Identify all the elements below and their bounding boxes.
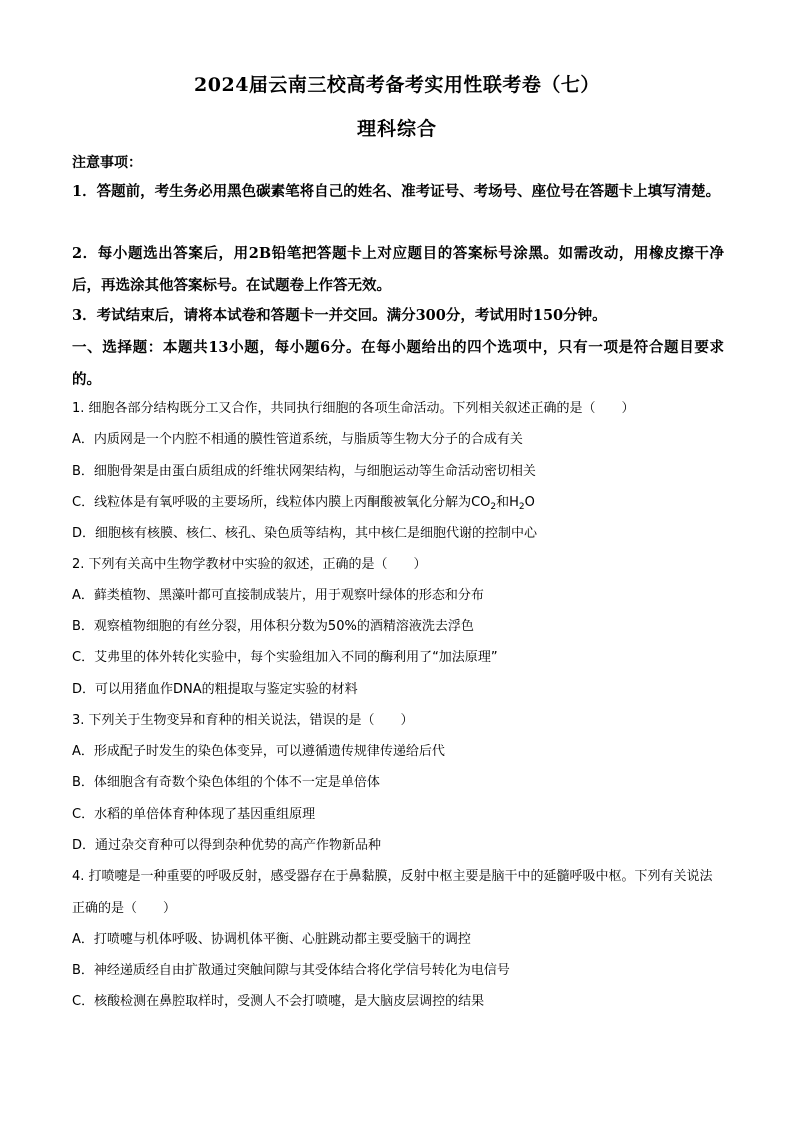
question-4-option-b: B．神经递质经自由扩散通过突触间隙与其受体结合将化学信号转化为电信号 — [72, 963, 510, 978]
exam-title: 2024届云南三校高考备考实用性联考卷（七） — [194, 74, 600, 96]
exam-subtitle: 理科综合 — [356, 118, 437, 140]
question-4-option-c: C．核酸检测在鼻腔取样时，受测人不会打喷嚏，是大脑皮层调控的结果 — [72, 994, 485, 1009]
question-2-option-d: D．可以用猪血作DNA的粗提取与鉴定实验的材料 — [72, 682, 358, 697]
notice-heading: 注意事项： — [72, 155, 142, 171]
notice-item-2: 2．每小题选出答案后，用2B铅笔把答题卡上对应题目的答案标号涂黑。如需改动，用橡皮擦干净后，再选涂其他答案标号。在试题卷上作答无效。 — [72, 245, 724, 294]
question-3-option-a: A．形成配子时发生的染色体变异，可以遵循遗传规律传递给后代 — [72, 744, 445, 759]
question-2-option-a: A．藓类植物、黑藻叶都可直接制成装片，用于观察叶绿体的形态和分布 — [72, 588, 484, 603]
question-2-option-c: C．艾弗里的体外转化实验中，每个实验组加入不同的酶利用了“加法原理” — [72, 650, 498, 665]
question-3-option-d: D．通过杂交育种可以得到杂种优势的高产作物新品种 — [72, 838, 382, 853]
question-1-option-c: C．线粒体是有氧呼吸的主要场所，线粒体内膜上丙酮酸被氧化分解为$CO_2$和$H_2O$ — [72, 495, 535, 512]
formula-co2: $CO_2$ — [471, 495, 497, 512]
notice-item-3: 3．考试结束后，请将本试卷和答题卡一并交回。满分300分，考试用时150分钟。 — [72, 307, 607, 324]
notice-item-1: 1．答题前，考生务必用黑色碳素笔将自己的姓名、准考证号、考场号、座位号在答题卡上填写清楚。 — [72, 183, 721, 200]
question-2-stem: 2. 下列有关高中生物学教材中实验的叙述，正确的是（ ） — [72, 557, 427, 572]
question-4-option-a: A．打喷嚏与机体呼吸、协调机体平衡、心脏跳动都主要受脑干的调控 — [72, 932, 471, 947]
question-1-stem: 1. 细胞各部分结构既分工又合作，共同执行细胞的各项生命活动。下列相关叙述正确的是（ ） — [72, 401, 635, 416]
formula-h2o: $H_2O$ — [509, 495, 535, 512]
question-1-option-b: B．细胞骨架是由蛋白质组成的纤维状网架结构，与细胞运动等生命活动密切相关 — [72, 464, 536, 479]
question-1-option-d: D．细胞核有核膜、核仁、核孔、染色质等结构，其中核仁是细胞代谢的控制中心 — [72, 526, 538, 541]
question-4-stem: 4. 打喷嚏是一种重要的呼吸反射，感受器存在于鼻黏膜，反射中枢主要是脑干中的延髓呼吸中枢。下列有关说法正确的是（ ） — [72, 869, 713, 916]
question-3-option-c: C．水稻的单倍体育种体现了基因重组原理 — [72, 807, 316, 822]
question-1-option-a: A．内质网是一个内腔不相通的膜性管道系统，与脂质等生物大分子的合成有关 — [72, 432, 523, 447]
question-3-option-b: B．体细胞含有奇数个染色体组的个体不一定是单倍体 — [72, 775, 380, 790]
section-heading: 一、选择题：本题共13小题，每小题6分。在每小题给出的四个选项中，只有一项是符合题目要求的。 — [72, 339, 724, 388]
question-3-stem: 3. 下列关于生物变异和育种的相关说法，错误的是（ ） — [72, 713, 414, 728]
question-2-option-b: B．观察植物细胞的有丝分裂，用体积分数为50%的酒精溶液洗去浮色 — [72, 619, 474, 634]
option-c-text: C．线粒体是有氧呼吸的主要场所，线粒体内膜上丙酮酸被氧化分解为 — [72, 495, 472, 510]
